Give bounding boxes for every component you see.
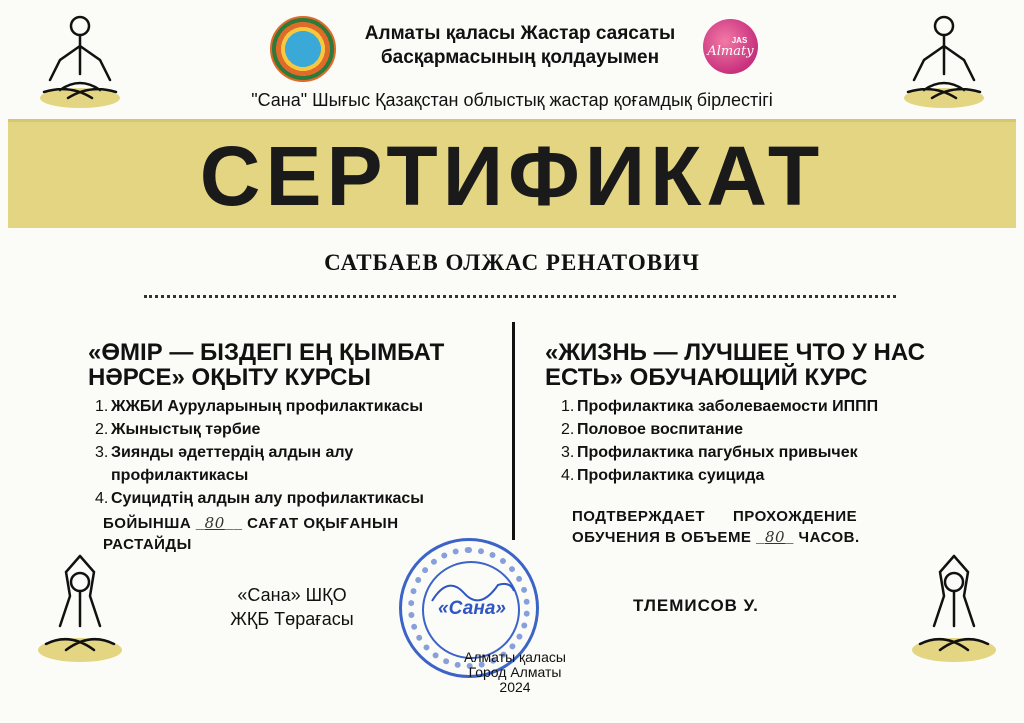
ru-topic-item: 1. Профилактика заболеваемости ИППП (561, 398, 879, 415)
ru-topic-item: 2. Половое воспитание (561, 421, 744, 438)
recipient-name: САТБАЕВ ОЛЖАС РЕНАТОВИЧ (324, 250, 700, 275)
column-divider (512, 322, 515, 540)
jas-almaty-logo-top: JAS (731, 35, 748, 45)
organization-name: "Сана" Шығыс Қазақстан облыстық жастар қоғамдық бірлестігі (251, 90, 773, 110)
ru-topic-item: 3. Профилактика пагубных привычек (561, 444, 858, 461)
ru-topic-item: 4. Профилактика суицида (561, 467, 765, 484)
ru-confirmation: ПОДТВЕРЖДАЕТ ПРОХОЖДЕНИЕ ОБУЧЕНИЯ В ОБЪЕМЕ _80_ ЧАСОВ. (572, 508, 860, 546)
kz-topic-item: 2. Жыныстық тәрбие (95, 421, 261, 438)
kz-hours-value: 80 (204, 514, 225, 532)
header-line-2: басқармасының қолдауымен (380, 47, 660, 68)
certificate-title: СЕРТИФИКАТ (199, 129, 825, 223)
yoga-figure-top-right-icon (894, 12, 994, 112)
kz-course-title: «ӨМІР — БІЗДЕГІ ЕҢ ҚЫМБАТ НӘРСЕ» ОҚЫТУ КУРСЫ (88, 339, 445, 391)
jas-almaty-logo-bottom: Almaty (707, 43, 754, 59)
kz-topic-item: 4. Суицидтің алдын алу профилактикасы (95, 490, 424, 507)
ru-topic-list (561, 395, 961, 487)
header-line-1: Алматы қаласы Жастар саясаты (364, 23, 676, 44)
almaty-city-emblem-logo (270, 16, 336, 82)
kz-topic-item: 1. ЖЖБИ Ауруларының профилактикасы (95, 398, 424, 415)
ru-hours-value: 80 (764, 528, 786, 546)
kz-signatory: «Сана» ШҚО ЖҚБ Төрағасы (230, 585, 354, 629)
ru-course-title: «ЖИЗНЬ — ЛУЧШЕЕ ЧТО У НАС ЕСТЬ» ОБУЧАЮЩИЙ КУРС (545, 339, 925, 391)
ru-signatory: ТЛЕМИСОВ У. (633, 596, 759, 615)
kz-topic-list (95, 395, 485, 510)
place-and-year: Алматы қаласы Город Алматы 2024 (464, 649, 566, 695)
jas-almaty-logo (703, 19, 758, 74)
yoga-figure-bottom-left-icon (30, 552, 130, 664)
signature-mark (428, 571, 518, 611)
recipient-dotted-line (144, 295, 896, 298)
yoga-figure-top-left-icon (30, 12, 130, 112)
kz-confirmation: БОЙЫНША _80__ САҒАТ ОҚЫҒАНЫН РАСТАЙДЫ (103, 514, 399, 553)
kz-topic-item: 3. Зиянды әдеттердің алдын алу профилактикасы (95, 444, 354, 484)
stamp-text: «Сана» (438, 598, 506, 619)
yoga-figure-bottom-right-icon (904, 552, 1004, 664)
